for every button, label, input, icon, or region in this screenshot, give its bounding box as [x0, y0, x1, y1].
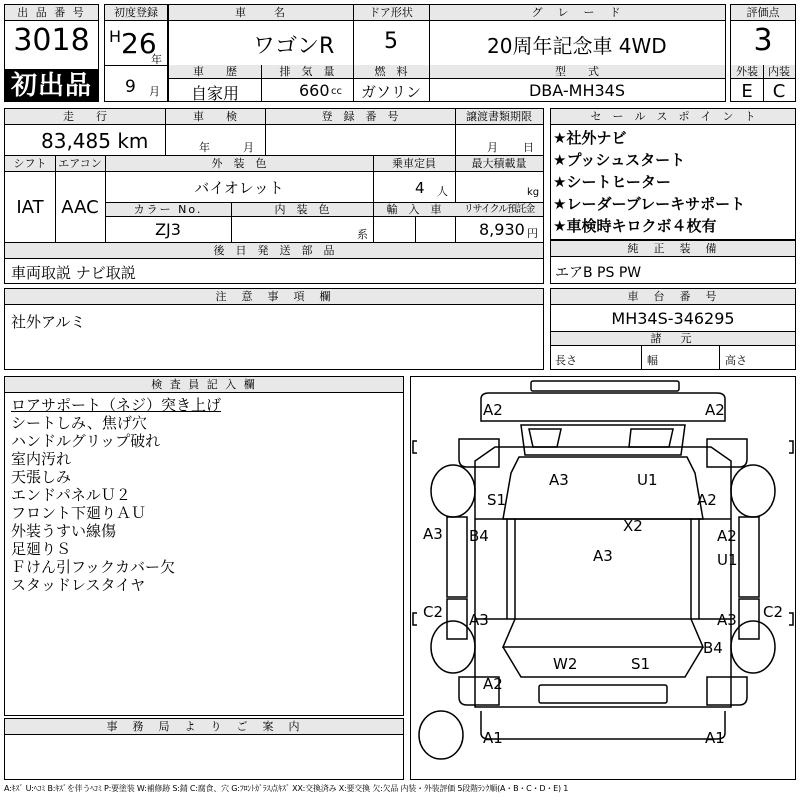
damage-mark: C2: [763, 603, 784, 621]
model-label: 型 式: [555, 65, 599, 78]
damage-mark: A2: [717, 527, 737, 545]
fuel: ガソリン: [360, 83, 421, 101]
office-box: [4, 718, 404, 780]
transfer-label: 譲渡書類期限: [466, 110, 532, 123]
exterior-grade: E: [741, 81, 753, 102]
equipment-value: エアB PS PW: [555, 265, 642, 281]
vehicle-header-grid: [168, 4, 726, 102]
damage-mark: A1: [705, 729, 725, 747]
score: 3: [753, 23, 773, 58]
history: 自家用: [190, 84, 239, 103]
max-load-label: 最大積載量: [471, 157, 527, 170]
aircon: AAC: [61, 197, 99, 218]
later-parts: 車両取説 ナビ取説: [11, 264, 136, 282]
damage-mark: C2: [423, 603, 444, 621]
inspector-line: フロント下廻りＡＵ: [11, 504, 147, 522]
damage-mark: S1: [631, 655, 651, 673]
recycle-label: リサイクル預託金: [463, 204, 535, 215]
damage-mark: A3: [423, 525, 443, 543]
door-label: ドア形状: [353, 5, 429, 21]
aircon-label: エアコン: [58, 157, 102, 170]
reg-year-unit: 年: [151, 53, 162, 66]
car-name-label: 車 名: [169, 5, 353, 21]
damage-mark: A2: [483, 675, 503, 693]
office-label: 事 務 局 よ り ご 案 内: [5, 719, 403, 735]
damage-mark: S1: [487, 491, 507, 509]
damage-mark: A3: [469, 611, 489, 629]
damage-mark: B4: [469, 527, 489, 545]
inspector-box: [4, 376, 404, 716]
chassis-label: 車 台 番 号: [551, 289, 795, 305]
color-no: ZJ3: [155, 220, 181, 239]
damage-mark: A2: [483, 401, 503, 419]
width-label: 幅: [647, 354, 658, 367]
inspector-line: 外装うすい線傷: [11, 522, 117, 540]
header-block: [4, 4, 796, 102]
damage-mark: U1: [717, 551, 738, 569]
height-label: 高さ: [725, 354, 747, 367]
car-outline: [411, 377, 795, 779]
capacity: 4: [415, 179, 425, 197]
max-load-unit: kg: [527, 187, 540, 198]
fuel-label: 燃 料: [374, 65, 408, 78]
damage-diagram: [410, 376, 796, 780]
insp-month-unit: 月: [243, 141, 254, 154]
damage-mark: A3: [717, 611, 737, 629]
damage-mark: X2: [623, 517, 643, 535]
history-label: 車 歴: [193, 65, 237, 78]
chassis-number: MH34S-346295: [611, 309, 735, 328]
first-listing-badge: 初出品: [4, 70, 99, 102]
shift: IAT: [16, 197, 44, 218]
model: DBA-MH34S: [528, 81, 625, 100]
import-label: 輸 入 車: [386, 203, 442, 216]
first-reg-cell: [104, 4, 168, 102]
exterior-label: 外装: [736, 65, 758, 78]
inspector-label: 検 査 員 記 入 欄: [5, 377, 403, 393]
inspector-line: シートしみ、焦げ穴: [11, 414, 147, 432]
damage-mark: U1: [637, 471, 658, 489]
damage-mark: A1: [483, 729, 503, 747]
exterior-color-label: 外 装 色: [211, 157, 267, 170]
notes-box: [4, 288, 544, 370]
interior-color-label: 内 装 色: [274, 203, 330, 216]
lot-number: 3018: [13, 23, 90, 58]
inspector-line: 天張しみ: [11, 468, 72, 486]
lot-cell: [4, 4, 99, 70]
first-reg-label: 初度登録: [105, 5, 167, 21]
inspector-line: スタッドレスタイヤ: [11, 576, 146, 594]
reg-number-label: 登 録 番 号: [321, 110, 399, 123]
damage-mark: B4: [703, 639, 723, 657]
damage-mark: A2: [705, 401, 725, 419]
transfer-day-unit: 日: [523, 141, 534, 154]
damage-mark: A2: [697, 491, 717, 509]
selling-point-item: ★社外ナビ: [553, 129, 627, 147]
reg-month: 9: [125, 77, 136, 97]
doors: 5: [384, 29, 398, 54]
color-no-label: カラー No.: [133, 203, 203, 216]
selling-point-item: ★レーダーブレーキサポート: [553, 195, 746, 213]
damage-mark: A3: [593, 547, 613, 565]
selling-points-box: [550, 108, 796, 240]
inspector-line: ハンドルグリップ破れ: [11, 432, 161, 450]
legend: A:ｷｽﾞ U:ﾍｺﾐ B:ｷｽﾞを伴うﾍｺﾐ P:要塗装 W:補修跡 S:錆 C:腐食、穴 G:ﾌﾛﾝﾄｶﾞﾗｽ点ｷｽﾞ XX:交換済み X:要交換 欠:欠品 内装・外装評価 5段階ﾗﾝｸ順(A・B・C・D・E) 1: [4, 784, 569, 793]
selling-points-label: セ ー ル ス ポ イ ン ト: [551, 109, 795, 125]
grade: 20周年記念車 4WD: [487, 34, 667, 58]
era: H: [109, 27, 122, 46]
later-parts-label: 後 日 発 送 部 品: [213, 244, 335, 257]
inspector-line: 室内汚れ: [11, 450, 72, 468]
score-label: 評価点: [731, 5, 795, 21]
equipment-box: [550, 240, 796, 284]
length-label: 長さ: [555, 354, 577, 367]
notes: 社外アルミ: [11, 313, 86, 331]
info-block: [4, 108, 544, 284]
interior-grade: C: [772, 81, 786, 102]
interior-color-unit: 系: [357, 228, 368, 241]
displacement: 660: [299, 81, 330, 100]
transfer-month-unit: 月: [487, 141, 498, 154]
recycle: 8,930: [479, 220, 525, 239]
inspector-line: エンドパネルＵ２: [11, 486, 131, 504]
mileage: 83,485 km: [41, 129, 149, 153]
capacity-unit: 人: [437, 185, 448, 198]
inspector-line: Ｆけん引フックカバー欠: [11, 558, 175, 576]
capacity-label: 乗車定員: [392, 157, 436, 170]
selling-point-item: ★車検時キロクボ４枚有: [553, 217, 717, 235]
selling-point-item: ★プッシュスタート: [553, 151, 686, 169]
inspector-line: 足廻りＳ: [11, 540, 72, 558]
damage-mark: W2: [553, 655, 578, 673]
shift-label: シフト: [13, 157, 47, 170]
mileage-label: 走 行: [63, 110, 107, 123]
chassis-box: [550, 288, 796, 370]
reg-month-unit: 月: [149, 85, 160, 98]
lot-label: 出 品 番 号: [5, 5, 98, 21]
inspector-lines: [11, 396, 221, 594]
inspector-line: ロアサポート（ネジ）突き上げ: [11, 396, 222, 414]
displacement-label: 排 気 量: [279, 65, 335, 78]
notes-label: 注 意 事 項 欄: [5, 289, 543, 305]
exterior-color: バイオレット: [194, 179, 284, 197]
reg-year: 26: [121, 27, 157, 60]
interior-label: 内装: [768, 65, 790, 78]
insp-year-unit: 年: [199, 141, 210, 154]
grade-label: グ レ ー ド: [429, 5, 725, 21]
score-cell: [730, 4, 796, 102]
car-name: ワゴンR: [253, 34, 335, 59]
recycle-unit: 円: [527, 227, 538, 240]
damage-mark: A3: [549, 471, 569, 489]
equipment-label: 純 正 装 備: [551, 241, 795, 257]
selling-point-item: ★シートヒーター: [553, 173, 671, 191]
inspection-label: 車 検: [193, 110, 237, 123]
displacement-unit: cc: [331, 86, 342, 97]
dims-label: 諸 元: [650, 332, 696, 345]
